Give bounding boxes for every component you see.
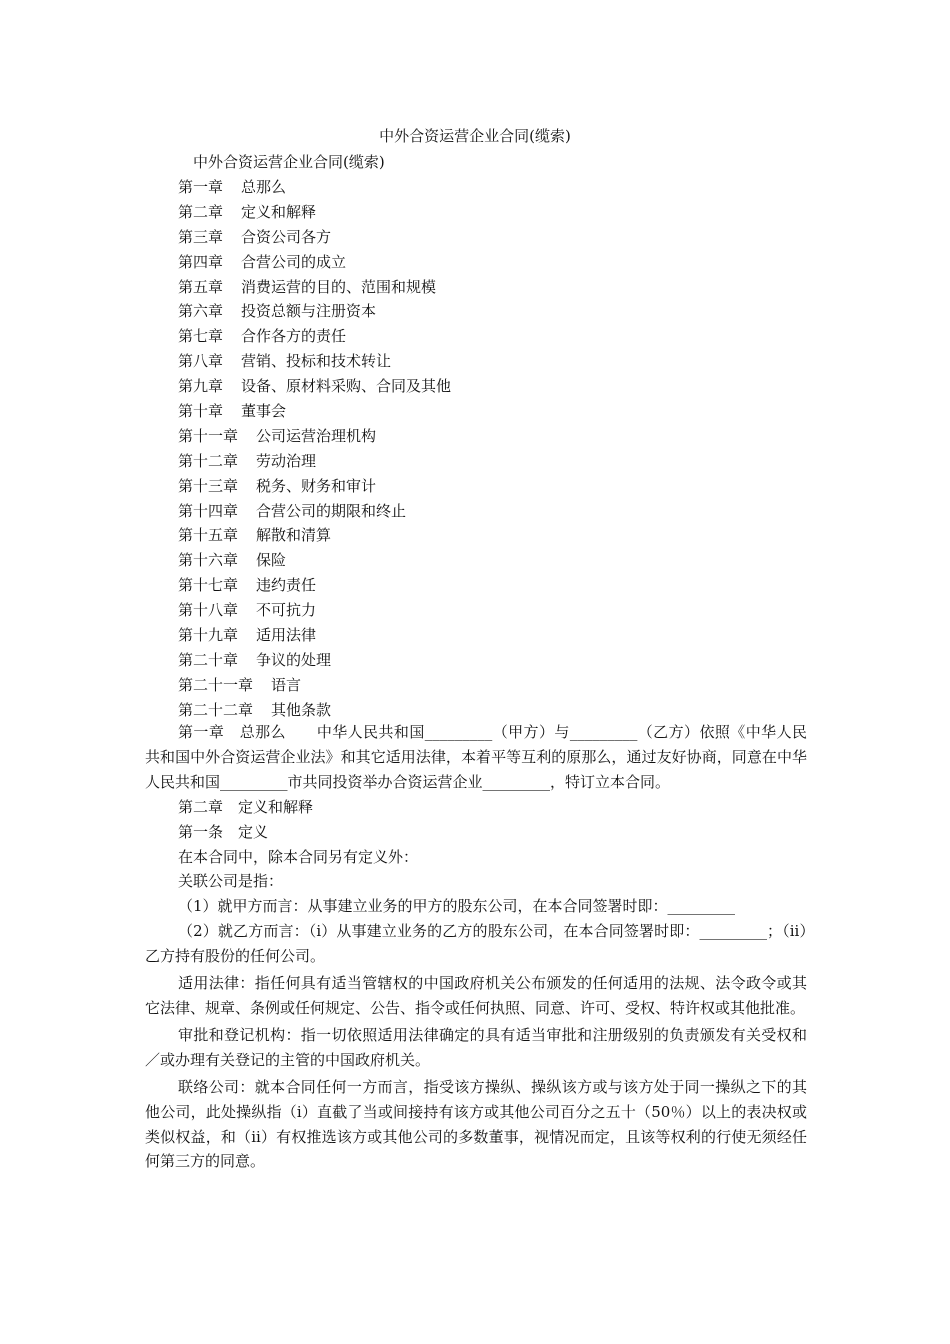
toc-chapter: 第十三章 [178, 476, 239, 495]
toc-name: 语言 [271, 675, 302, 694]
toc-name: 定义和解释 [241, 202, 317, 221]
toc-item [178, 499, 451, 524]
toc-item [178, 648, 451, 673]
toc-name: 争议的处理 [256, 650, 332, 669]
toc-item [178, 349, 451, 374]
toc-chapter: 第十五章 [178, 526, 239, 545]
toc-chapter: 第十四章 [178, 501, 239, 520]
toc-item [178, 424, 451, 449]
toc-name: 不可抗力 [256, 601, 317, 620]
toc-chapter: 第二十一章 [178, 675, 254, 694]
toc-name: 违约责任 [256, 576, 317, 595]
toc-chapter: 第十八章 [178, 601, 239, 620]
toc-name: 其他条款 [271, 700, 332, 719]
toc-item [178, 175, 451, 200]
toc-chapter: 第三章 [178, 227, 224, 246]
paragraph: 联络公司：就本合同任何一方而言，指受该方操纵、操纵该方或与该方处于同一操纵之下的其他公司，此处操纵指（i）直截了当或间接持有该方或其他公司百分之五十（50％）以上的表决权或类似权益，和（ii）有权推选该方或其他公司的多数董事，视情况而定，且该等权利的行使无须经任何第三方的同意。 [145, 1077, 807, 1171]
toc-name: 适用法律 [256, 626, 317, 645]
toc-name: 设备、原材料采购、合同及其他 [241, 377, 452, 396]
toc-chapter: 第六章 [178, 302, 224, 321]
toc-name: 营销、投标和技术转让 [241, 352, 392, 371]
toc-item [178, 573, 451, 598]
toc-chapter: 第十九章 [178, 626, 239, 645]
toc-name: 解散和清算 [256, 526, 332, 545]
toc-chapter: 第十二章 [178, 451, 239, 470]
toc-chapter: 第十七章 [178, 576, 239, 595]
toc-chapter: 第五章 [178, 277, 224, 296]
paragraph: 在本合同中，除本合同另有定义外： [178, 847, 419, 866]
paragraph-article-heading: 第一条 定义 [178, 822, 269, 841]
toc-name: 合资公司各方 [241, 227, 332, 246]
toc-item [178, 250, 451, 275]
table-of-contents [178, 175, 451, 723]
toc-chapter: 第十一章 [178, 426, 239, 445]
toc-item [178, 474, 451, 499]
toc-name: 税务、财务和审计 [256, 476, 377, 495]
toc-item [178, 225, 451, 250]
toc-item [178, 399, 451, 424]
paragraph-chapter-heading: 第二章 定义和解释 [178, 797, 314, 816]
toc-item [178, 324, 451, 349]
toc-item [178, 299, 451, 324]
document-body [145, 720, 807, 1174]
toc-name: 消费运营的目的、范围和规模 [241, 277, 437, 296]
paragraph-preamble: 第一章 总那么 中华人民共和国_________（甲方）与_________（乙方）依照《中华人民共和国中外合资运营企业法》和其它适用法律，本着平等互利的原那么，通过友好协商，同意在中华人民共和国_________市共同投资举办合资运营企业_________，特订立本合同。 [145, 723, 807, 791]
paragraph: 适用法律：指任何具有适当管辖权的中国政府机关公布颁发的任何适用的法规、法令政令或其它法律、规章、条例或任何规定、公告、指令或任何执照、同意、许可、受权、特许权或其他批准。 [145, 974, 807, 1017]
toc-chapter: 第四章 [178, 252, 224, 271]
document-title: 中外合资运营企业合同(缆索) [379, 127, 571, 145]
toc-name: 合作各方的责任 [241, 327, 347, 346]
toc-name: 合营公司的期限和终止 [256, 501, 407, 520]
toc-chapter: 第八章 [178, 352, 224, 371]
toc-item [178, 598, 451, 623]
toc-name: 公司运营治理机构 [256, 426, 377, 445]
toc-item [178, 374, 451, 399]
toc-chapter: 第十六章 [178, 551, 239, 570]
toc-name: 董事会 [241, 402, 287, 421]
toc-item [178, 275, 451, 300]
paragraph: 关联公司是指： [178, 872, 284, 891]
toc-chapter: 第二章 [178, 202, 224, 221]
toc-name: 合营公司的成立 [241, 252, 347, 271]
toc-item [178, 548, 451, 573]
toc-item [178, 673, 451, 698]
toc-chapter: 第一章 [178, 178, 224, 196]
toc-name: 保险 [256, 551, 287, 570]
toc-item [178, 698, 451, 723]
toc-item [178, 623, 451, 648]
toc-item [178, 523, 451, 548]
toc-chapter: 第九章 [178, 377, 224, 396]
toc-name: 总那么 [241, 178, 287, 196]
toc-name: 劳动治理 [256, 451, 317, 470]
toc-item [178, 449, 451, 474]
document-subtitle: 中外合资运营企业合同(缆索) [193, 153, 385, 171]
paragraph: 审批和登记机构：指一切依照适用法律确定的具有适当审批和注册级别的负责颁发有关受权和／或办理有关登记的主管的中国政府机关。 [145, 1025, 807, 1069]
toc-chapter: 第十章 [178, 402, 224, 421]
toc-item [178, 200, 451, 225]
toc-chapter: 第二十二章 [178, 700, 254, 719]
toc-name: 投资总额与注册资本 [241, 302, 377, 321]
paragraph: （1）就甲方而言：从事建立业务的甲方的股东公司，在本合同签署时即：_________ [178, 897, 736, 916]
toc-chapter: 第二十章 [178, 650, 239, 669]
paragraph: （2）就乙方而言：（i）从事建立业务的乙方的股东公司，在本合同签署时即：_________；（ii）乙方持有股份的任何公司。 [145, 922, 807, 966]
toc-chapter: 第七章 [178, 327, 224, 346]
